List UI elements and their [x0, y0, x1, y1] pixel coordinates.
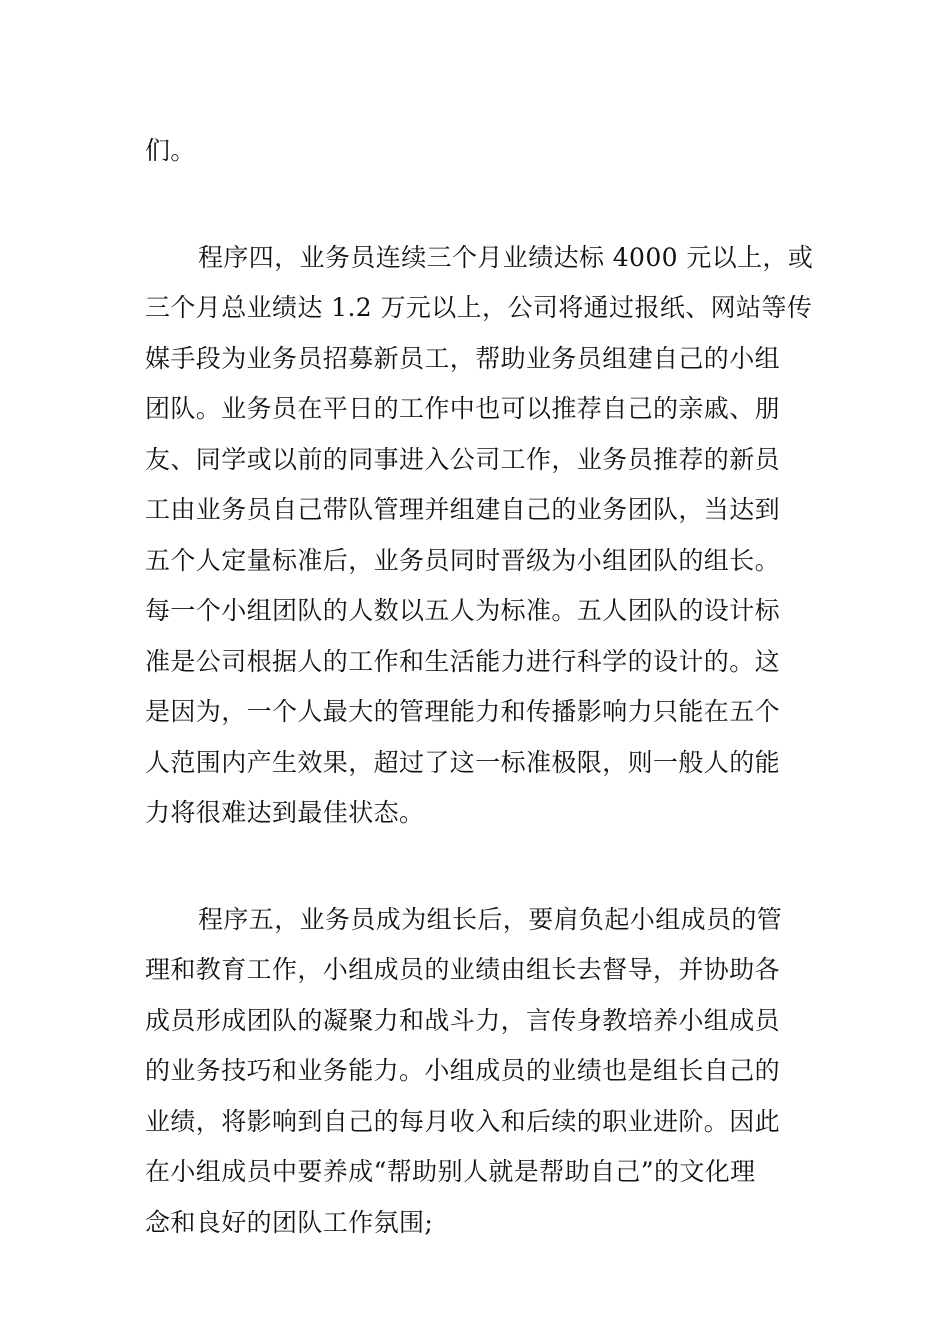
text-line: 是因为，一个人最大的管理能力和传播影响力只能在五个 [145, 697, 781, 726]
paragraph-program-four [145, 233, 814, 839]
text-line: 力将很难达到最佳状态。 [145, 798, 425, 827]
paragraph-program-five [145, 895, 810, 1249]
text-line: 念和良好的团队工作氛围; [145, 1207, 434, 1237]
text-line: 业绩，将影响到自己的每月收入和后续的职业进阶。因此 [145, 1106, 781, 1136]
text-line: 媒手段为业务员招募新员工，帮助业务员组建自己的小组 [145, 343, 781, 373]
text-line-fragment: 们。 [145, 136, 196, 165]
text-line: 五个人定量标准后，业务员同时晋级为小组团队的组长。 [145, 545, 781, 575]
text-line: 准是公司根据人的工作和生活能力进行科学的设计的。这 [145, 646, 781, 676]
text-line: 理和教育工作，小组成员的业绩由组长去督导，并协助各 [145, 955, 781, 984]
text-line: 人范围内产生效果，超过了这一标准极限，则一般人的能 [145, 747, 781, 777]
text-line: 在小组成员中要养成“帮助别人就是帮助自己”的文化理 [145, 1157, 756, 1186]
text-line: 程序五，业务员成为组长后，要肩负起小组成员的管 [198, 904, 783, 934]
text-line: 程序四，业务员连续三个月业绩达标 4000 元以上，或 [198, 242, 814, 272]
text-line: 成员形成团队的凝聚力和战斗力，言传身教培养小组成员 [145, 1005, 781, 1035]
text-line: 团队。业务员在平日的工作中也可以推荐自己的亲戚、朋 [145, 394, 781, 423]
paragraph-spacer [145, 839, 810, 895]
paragraph-spacer [145, 177, 810, 233]
text-line: 友、同学或以前的同事进入公司工作，业务员推荐的新员 [145, 444, 781, 474]
text-line: 工由业务员自己带队管理并组建自己的业务团队，当达到 [145, 495, 781, 524]
text-line: 每一个小组团队的人数以五人为标准。五人团队的设计标 [145, 596, 781, 625]
text-line: 的业务技巧和业务能力。小组成员的业绩也是组长自己的 [145, 1056, 781, 1085]
text-line: 三个月总业绩达 1.2 万元以上，公司将通过报纸、网站等传 [145, 293, 813, 322]
document-page [145, 126, 814, 1248]
